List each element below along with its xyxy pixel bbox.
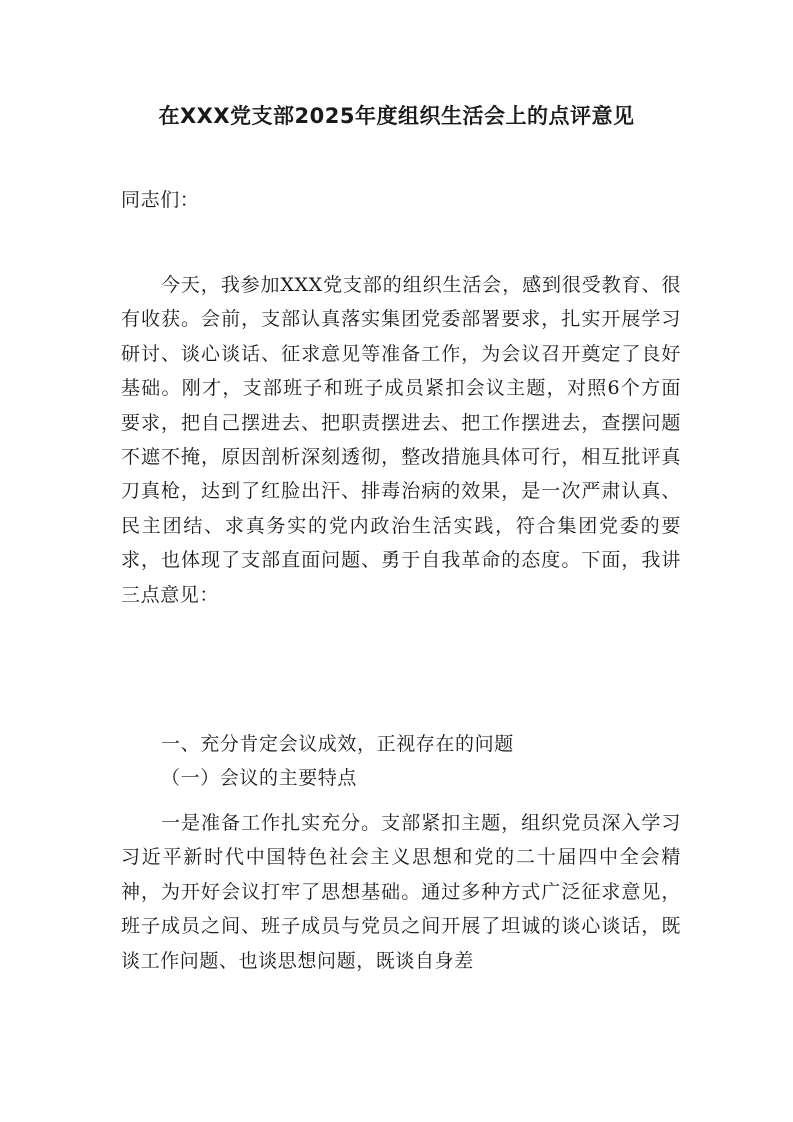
salutation: 同志们： [121,189,200,211]
intro-paragraph: 今天，我参加XXX党支部的组织生活会，感到很受教育、很有收获。会前，支部认真落实集团党委部署要求，扎实开展学习研讨、谈心谈话、征求意见等准备工作，为会议召开奠定了良好基础。刚才，支部班子和班子成员紧扣会议主题，对照6个方面要求，把自己摆进去、把职责摆进去、把工作摆进去，查摆问题不遮不掩，原因剖析深刻透彻，整改措施具体可行，相互批评真刀真枪，达到了红脸出汗、排毒治病的效果，是一次严肃认真、民主团结、求真务实的党内政治生活实践，符合集团党委的要求，也体现了支部直面问题、勇于自我革命的态度。下面，我讲三点意见： [121,274,681,606]
body-paragraph: 一是准备工作扎实充分。支部紧扣主题，组织党员深入学习习近平新时代中国特色社会主义思想和党的二十届四中全会精神，为开好会议打牢了思想基础。通过多种方式广泛征求意见，班子成员之间、班子成员与党员之间开展了坦诚的谈心谈话，既谈工作问题、也谈思想问题，既谈自身差 [121,812,681,972]
document-title: 在XXX党支部2025年度组织生活会上的点评意见 [158,104,635,128]
section-heading: 一、充分肯定会议成效，正视存在的问题 [161,733,514,755]
subsection-heading: （一）会议的主要特点 [161,767,358,789]
